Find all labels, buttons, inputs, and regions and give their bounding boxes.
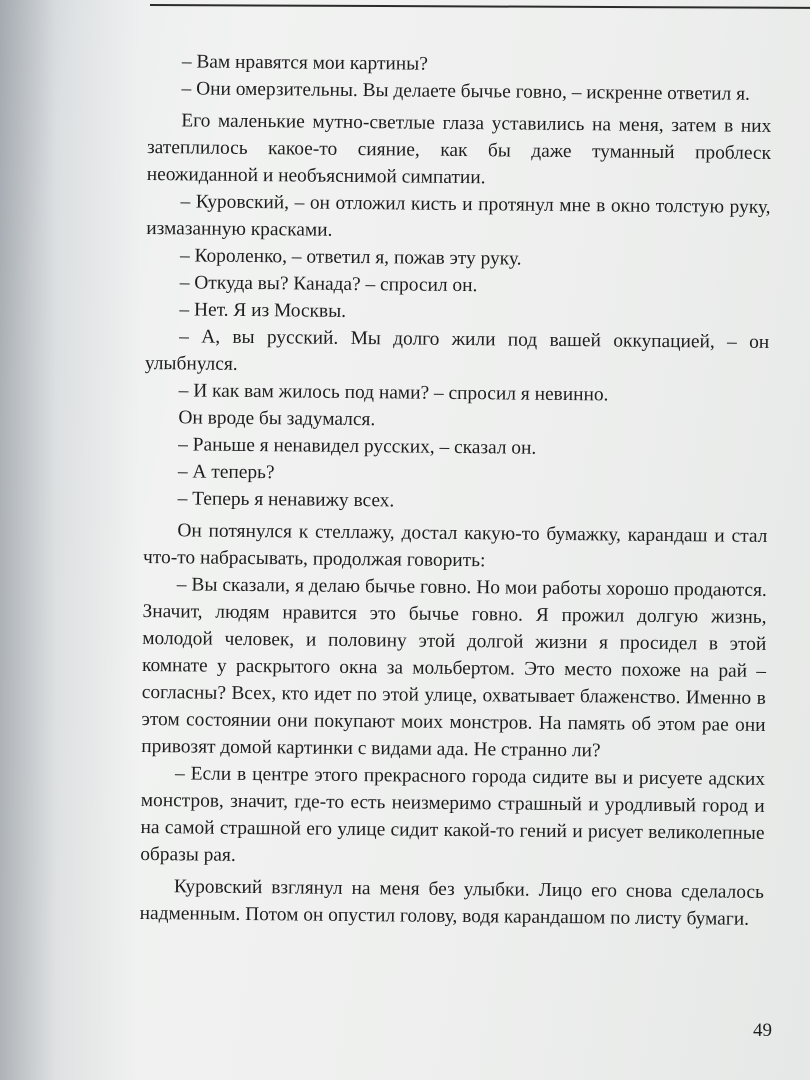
header-rule <box>150 4 810 9</box>
paragraph: – И как вам жилось под нами? – спросил я невинно. <box>178 380 609 406</box>
paragraph: – А, вы русский. Мы долго жили под вашей оккупацией, – он улыбнулся. <box>144 326 770 375</box>
paragraph: Куровский взглянул на меня без улыбки. Лицо его снова сделалось надменным. Потом он опустил голову, водя карандашом по листу бумаги. <box>139 876 765 930</box>
paragraph: Он вроде бы задумался. <box>178 407 376 431</box>
paragraph: – Куровский, – он отложил кисть и протянул мне в окно толстую руку, измазанную красками. <box>146 191 771 241</box>
paragraph: – Вы сказали, я делаю бычье говно. Но мои работы хорошо продаются. Значит, людям нравится это бычье говно. Я прожил долгую жизнь, молодой человек, и половину этой долгой жизни я просидел в этой комнате у раскрытого окна за мольбертом. Это место похоже на рай – согласны? Всех, кто идет по этой улице, охватывает блаженство. Именно в этом состоянии они покупают моих монстров. На память об этом рае они привозят домой картинки с видами ада. Не странно ли? <box>141 574 767 762</box>
paragraph: Его маленькие мутно-светлые глаза уставились на меня, затем в них затеплилось какое-то сияние, как бы даже туманный проблеск неожиданной и необъяснимой симпатии. <box>146 110 772 189</box>
paragraph: – Вам нравятся мои картины? <box>181 51 428 75</box>
paragraph: – А теперь? <box>177 461 275 484</box>
paragraph: – Откуда вы? Канада? – спросил он. <box>179 272 478 297</box>
paragraph: – Они омерзительны. Вы делаете бычье говно, – искренне ответил я. <box>181 78 750 105</box>
page-text <box>140 48 772 933</box>
paragraph: Он потянулся к стеллажу, достал какую-то бумажку, карандаш и стал что-то набрасывать, продолжая говорить: <box>143 520 768 572</box>
paragraph: – Теперь я ненавижу всех. <box>177 488 395 512</box>
paragraph: – Раньше я ненавидел русских, – сказал он. <box>178 434 537 459</box>
spine-shadow <box>0 0 140 1080</box>
paragraph: – Если в центре этого прекрасного города сидите вы и рисуете адских монстров, значит, где-то есть неизмеримо страшный и уродливый город и на самой страшной его улице сидит какой-то гений и рисует великолепные образы рая. <box>140 763 766 866</box>
page-number: 49 <box>753 1020 772 1041</box>
paragraph: – Короленко, – ответил я, пожав эту руку. <box>179 245 522 270</box>
paragraph: – Нет. Я из Москвы. <box>179 299 347 322</box>
